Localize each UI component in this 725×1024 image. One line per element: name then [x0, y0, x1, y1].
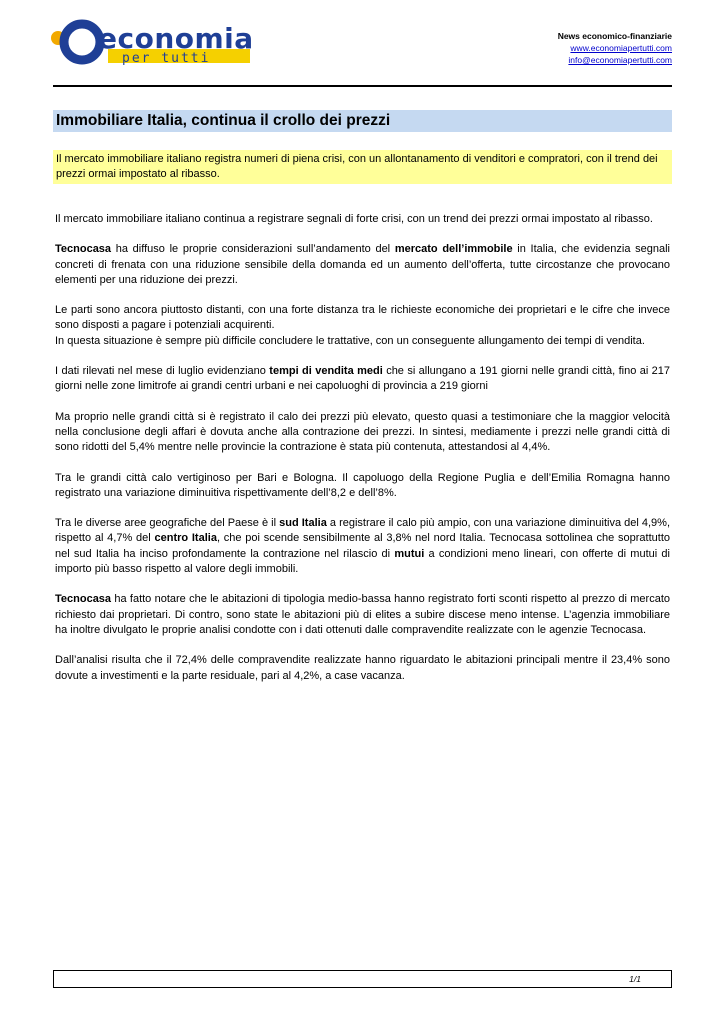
- paragraph-5-text: I dati rilevati nel mese di luglio evidenziano: [55, 365, 270, 378]
- header-title: News economico-finanziarie: [557, 31, 672, 41]
- paragraph-10: Dall’analisi risulta che il 72,4% delle compravendite realizzate hanno riguardato le abitazioni principali mentre il 23,4% sono dovute a investimenti e la parte residuale, pari al 4,2%, a case vacanza.: [55, 654, 670, 682]
- paragraph-3: Le parti sono ancora piuttosto distanti, con una forte distanza tra le richieste economiche dei proprietari e le cifre che invece sono disposti a pagare i potenziali acquirenti.: [55, 304, 670, 332]
- paragraph-9: [55, 592, 670, 638]
- bold-tecnocasa-2: Tecnocasa: [55, 593, 112, 606]
- header-divider: [53, 85, 672, 87]
- email-link[interactable]: info@economiapertutti.com: [568, 55, 672, 65]
- bold-tecnocasa: Tecnocasa: [55, 243, 112, 256]
- bold-tempi: tempi di vendita medi: [269, 365, 383, 378]
- article-summary: Il mercato immobiliare italiano registra numeri di piena crisi, con un allontanamento di venditori e compratori, con il trend dei prezzi ormai impostato al ribasso.: [53, 150, 672, 184]
- website-link[interactable]: www.economiapertutti.com: [570, 43, 672, 53]
- header-info: [558, 30, 672, 66]
- paragraph-2: [55, 242, 670, 288]
- paragraph-9-text: ha fatto notare che le abitazioni di tipologia medio-bassa hanno registrato forti sconti rispetto al prezzo di mercato richiesto dai proprietari. Di contro, sono state le abitazioni più di elites a subire discese meno intense. L’agenzia immobiliare ha inoltre divulgato le proprie analisi condotte con i dati ottenuti dalle compravendite realizzate con le agenzie Tecnocasa.: [55, 593, 670, 636]
- paragraph-6: Ma proprio nelle grandi città si è registrato il calo dei prezzi più elevato, questo quasi a testimoniare che la maggior velocità nella conclusione degli affari è dovuta anche alla contrazione dei prezzi. In sintesi, mediamente i prezzi nelle grandi città di sono ridotti del 5,4% mentre nelle provincie la contrazione è stata più contenuta, attestandosi al 4,4%.: [55, 410, 670, 454]
- page-number: 1/1: [629, 974, 641, 984]
- article-body: [55, 212, 670, 699]
- bold-mutui: mutui: [394, 547, 425, 560]
- article-title: Immobiliare Italia, continua il crollo dei prezzi: [53, 110, 672, 132]
- page-footer: [53, 970, 672, 988]
- paragraph-8: [55, 516, 670, 577]
- bold-centro-italia: centro Italia: [154, 532, 217, 545]
- paragraph-1: Il mercato immobiliare italiano continua a registrare segnali di forte crisi, con un trend dei prezzi ormai impostato al ribasso.: [55, 213, 653, 225]
- paragraph-8-text-2: a registrare il calo più ampio, con una variazione diminuitiva del 4,9%, rispetto al 4,7% del: [55, 517, 671, 545]
- paragraph-7: Tra le grandi città calo vertiginoso per Bari e Bologna. Il capoluogo della Regione Puglia e dell’Emilia Romagna hanno registrato una variazione diminuitiva rispettivamente dell’8,2 e dell’8%.: [55, 471, 670, 499]
- bold-sud-italia: sud Italia: [279, 517, 327, 530]
- paragraph-8-text-3: , che poi scende sensibilmente al 3,8% nel nord Italia. Tecnocasa sottolinea che soprattutto nel sud Italia ha inciso profondamente la contrazione nel rilascio di: [55, 532, 670, 560]
- economia-per-tutti-logo: [50, 18, 255, 70]
- paragraph-2-text: ha diffuso le proprie considerazioni sull’andamento del: [111, 243, 395, 256]
- logo-tagline: per tutti: [122, 51, 211, 66]
- paragraph-5-text-2: che si allungano a 191 giorni nelle grandi città, fino ai 217 giorni nelle zone limitrofe ai grandi centri urbani e nei capoluoghi di provincia a 219 giorni: [55, 365, 671, 393]
- page-header: [0, 0, 725, 90]
- paragraph-8-text: Tra le diverse aree geografiche del Paese è il: [55, 517, 280, 530]
- paragraph-5: [55, 364, 670, 395]
- logo-ring: [64, 24, 100, 60]
- paragraph-2-text-2: in Italia, che evidenzia segnali concreti di frenata con una riduzione sensibile della domanda ed un aumento dell’offerta, tutte circostanze che provocano elementi per una riduzione dei prezzi.: [55, 243, 670, 286]
- paragraph-4: In questa situazione è sempre più difficile concludere le trattative, con un conseguente allungamento dei tempi di vendita.: [55, 334, 645, 347]
- paragraph-8-text-4: a condizioni meno lineari, con offerte di mutui di importo più basso rispetto al valore degli immobili.: [55, 547, 670, 576]
- bold-mercato: mercato dell’immobile: [394, 243, 513, 256]
- logo-word: economia: [98, 22, 254, 55]
